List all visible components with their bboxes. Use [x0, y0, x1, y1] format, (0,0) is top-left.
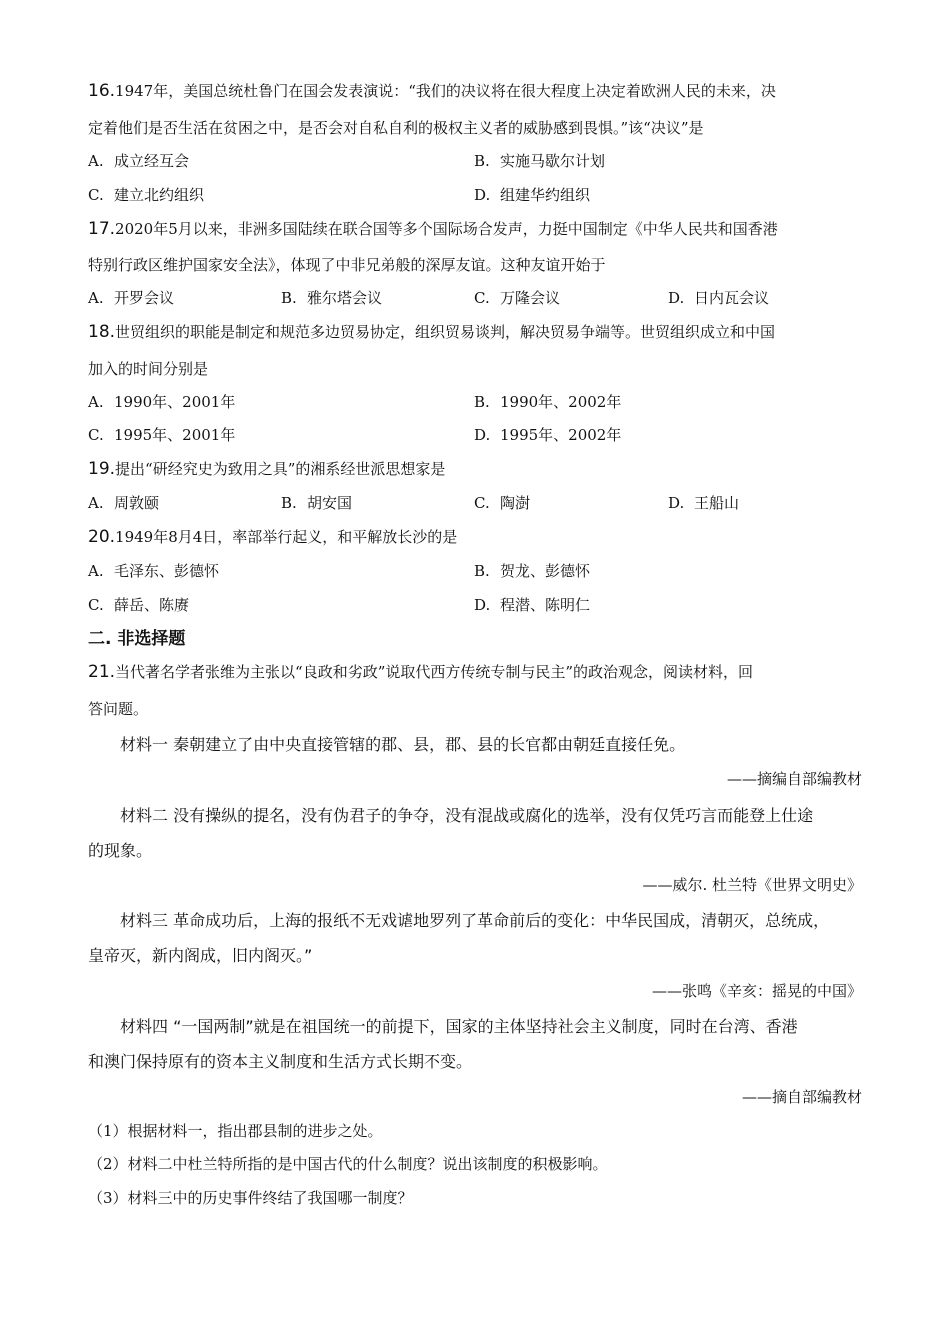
q17-line1: 17.2020年5月以来，非洲多国陆续在联合国等多个国际场合发声，力挺中国制定《中华人民共和国香港	[88, 219, 778, 239]
q17-line2: 特别行政区维护国家安全法》，体现了中非兄弟般的深厚友谊。这种友谊开始于	[88, 256, 606, 274]
q16-option-b: B. 实施马歇尔计划	[474, 152, 606, 170]
q20-line1: 20.1949年8月4日，率部举行起义，和平解放长沙的是	[88, 527, 458, 547]
material-4-line1: 材料四 “一国两制”就是在祖国统一的前提下，国家的主体坚持社会主义制度，同时在台湾、香港	[120, 1017, 798, 1036]
q17-option-c: C. 万隆会议	[474, 289, 561, 307]
material-3-line2: 皇帝灭，新内阁成，旧内阁灭。”	[88, 946, 313, 965]
q20-option-a: A. 毛泽东、彭德怀	[88, 562, 220, 580]
q19-line1: 19.提出“研经究史为致用之具”的湘系经世派思想家是	[88, 459, 446, 479]
q20-option-b: B. 贺龙、彭德怀	[474, 562, 591, 580]
q18-line1: 18.世贸组织的职能是制定和规范多边贸易协定，组织贸易谈判，解决贸易争端等。世贸组织成立和中国	[88, 322, 776, 342]
q16-line2: 定着他们是否生活在贫困之中，是否会对自私自利的极权主义者的威胁感到畏惧。”该“决议”是	[88, 119, 704, 137]
section-title: 二. 非选择题	[88, 629, 186, 649]
q20-option-c: C. 薛岳、陈赓	[88, 596, 190, 614]
material-1-source: ——摘编自部编教材	[726, 770, 862, 788]
q16-option-d: D. 组建华约组织	[474, 186, 591, 204]
subquestion-2: （2）材料二中杜兰特所指的是中国古代的什么制度？说出该制度的积极影响。	[88, 1155, 608, 1173]
q17-option-a: A. 开罗会议	[88, 289, 175, 307]
q19-option-b: B. 胡安国	[281, 494, 353, 512]
q21-number: 21.	[88, 662, 116, 682]
q21-line2: 答问题。	[88, 700, 149, 718]
q18-option-d: D. 1995年、2002年	[474, 426, 622, 444]
material-4-line2: 和澳门保持原有的资本主义制度和生活方式长期不变。	[88, 1052, 473, 1071]
q17-option-b: B. 雅尔塔会议	[281, 289, 383, 307]
material-4-source: ——摘自部编教材	[741, 1088, 862, 1106]
q18-number: 18.	[88, 322, 116, 342]
q18-line2: 加入的时间分别是	[88, 360, 209, 378]
q16-number: 16.	[88, 81, 116, 101]
material-1-line1: 材料一 秦朝建立了由中央直接管辖的郡、县，郡、县的长官都由朝廷直接任免。	[120, 735, 686, 754]
q17-number: 17.	[88, 219, 116, 239]
material-3-line1: 材料三 革命成功后，上海的报纸不无戏谑地罗列了革命前后的变化：中华民国成，清朝灭，总统成，	[120, 911, 830, 930]
q19-option-c: C. 陶澍	[474, 494, 531, 512]
subquestion-3: （3）材料三中的历史事件终结了我国哪一制度？	[88, 1189, 413, 1207]
material-2-line1: 材料二 没有操纵的提名，没有伪君子的争夺，没有混战或腐化的选举，没有仅凭巧言而能登上仕途	[120, 806, 814, 825]
q20-number: 20.	[88, 527, 116, 547]
q21-line1: 21.当代著名学者张维为主张以“良政和劣政”说取代西方传统专制与民主”的政治观念，阅读材料，回	[88, 662, 754, 682]
q17-option-d: D. 日内瓦会议	[668, 289, 770, 307]
material-2-source: ——威尔. 杜兰特《世界文明史》	[642, 876, 862, 894]
q19-option-d: D. 王船山	[668, 494, 740, 512]
subquestion-1: （1）根据材料一，指出郡县制的进步之处。	[88, 1122, 383, 1140]
q20-option-d: D. 程潜、陈明仁	[474, 596, 591, 614]
q16-line1: 16.1947年，美国总统杜鲁门在国会发表演说：“我们的决议将在很大程度上决定着欧洲人民的未来，决	[88, 81, 776, 101]
q16-option-c: C. 建立北约组织	[88, 186, 205, 204]
q19-option-a: A. 周敦颐	[88, 494, 160, 512]
q18-option-b: B. 1990年、2002年	[474, 393, 622, 411]
material-3-source: ——张鸣《辛亥：摇晃的中国》	[651, 982, 862, 1000]
q18-option-c: C. 1995年、2001年	[88, 426, 236, 444]
q16-option-a: A. 成立经互会	[88, 152, 190, 170]
q19-number: 19.	[88, 459, 116, 479]
material-2-line2: 的现象。	[88, 841, 153, 860]
q18-option-a: A. 1990年、2001年	[88, 393, 236, 411]
